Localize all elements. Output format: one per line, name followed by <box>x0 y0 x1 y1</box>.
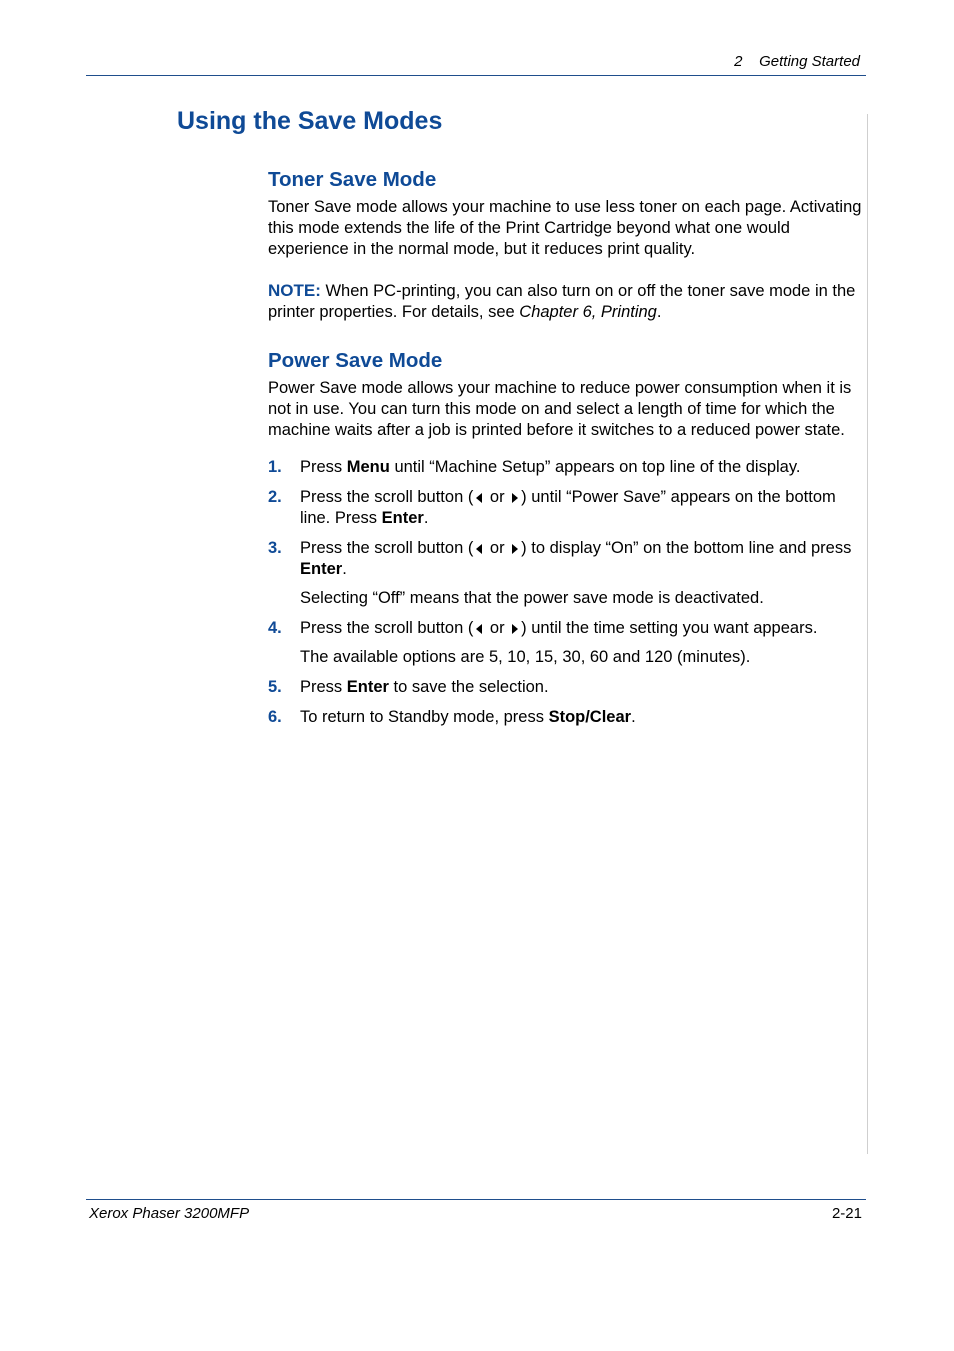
step-text: or <box>485 619 510 637</box>
enter-key: Enter <box>346 678 389 696</box>
step-4-note: The available options are 5, 10, 15, 30, 60 and 120 (minutes). <box>300 648 751 666</box>
right-arrow-icon <box>512 624 518 634</box>
step-text: ) until “Power Save” appears on the bottom line. Press <box>300 488 836 527</box>
step-5 <box>268 677 865 698</box>
step-1 <box>268 457 865 478</box>
left-arrow-icon <box>476 493 482 503</box>
step-number: 3. <box>268 539 282 557</box>
toner-heading: Toner Save Mode <box>268 168 437 191</box>
step-3 <box>268 538 865 580</box>
note-text: When PC-printing, you can also turn on or off the toner save mode in the printer properties. For details, see <box>268 282 856 321</box>
note-end: . <box>656 303 662 321</box>
toner-body: Toner Save mode allows your machine to use less toner on each page. Activating this mode extends the life of the Print Cartridge beyond what one would experience in the normal mode, but it reduces print quality. <box>268 198 862 258</box>
menu-key: Menu <box>346 458 390 476</box>
step-6 <box>268 707 865 728</box>
step-3-note: Selecting “Off” means that the power save mode is deactivated. <box>300 589 764 607</box>
page-footer <box>86 1199 866 1222</box>
page-title: Using the Save Modes <box>177 107 443 135</box>
step-4 <box>268 618 865 639</box>
main-content <box>268 166 865 737</box>
step-number: 2. <box>268 488 282 506</box>
steps-list <box>268 457 865 728</box>
step-text: or <box>485 539 510 557</box>
footer-page-number: 2-21 <box>831 1205 862 1222</box>
step-text: . <box>631 708 636 726</box>
step-text: Press the scroll button ( <box>300 619 474 637</box>
step-text: ) to display “On” on the bottom line and press <box>521 539 852 557</box>
step-text: To return to Standby mode, press <box>300 708 549 726</box>
step-text: ) until the time setting you want appears. <box>521 619 818 637</box>
note-chapter-ref: Chapter 6, Printing <box>519 303 657 321</box>
step-text: Press <box>300 678 347 696</box>
step-number: 4. <box>268 619 282 637</box>
step-text: Press the scroll button ( <box>300 488 474 506</box>
left-arrow-icon <box>476 624 482 634</box>
stop-clear-key: Stop/Clear <box>548 708 632 726</box>
step-text: until “Machine Setup” appears on top line of the display. <box>389 458 801 476</box>
note <box>268 280 865 323</box>
step-text: or <box>485 488 510 506</box>
header-chapter: 2 Getting Started <box>734 53 860 70</box>
step-text: Press the scroll button ( <box>300 539 474 557</box>
step-text: . <box>423 509 429 527</box>
power-heading: Power Save Mode <box>268 349 443 372</box>
right-arrow-icon <box>512 493 518 503</box>
step-number: 5. <box>268 678 282 696</box>
margin-rule <box>867 114 868 1154</box>
left-arrow-icon <box>476 544 482 554</box>
step-text: . <box>342 560 347 578</box>
step-text: to save the selection. <box>388 678 549 696</box>
step-number: 6. <box>268 708 282 726</box>
enter-key: Enter <box>381 509 424 527</box>
note-label: NOTE: <box>268 281 321 300</box>
step-text: Press <box>300 458 347 476</box>
footer-product: Xerox Phaser 3200MFP <box>89 1205 250 1222</box>
page-header <box>86 53 866 76</box>
step-number: 1. <box>268 458 282 476</box>
enter-key: Enter <box>300 560 343 578</box>
power-body: Power Save mode allows your machine to reduce power consumption when it is not in use. You can turn this mode on and select a length of time for which the machine waits after a job is printed before it switches to a reduced power state. <box>268 379 852 439</box>
right-arrow-icon <box>512 544 518 554</box>
step-2 <box>268 487 865 529</box>
